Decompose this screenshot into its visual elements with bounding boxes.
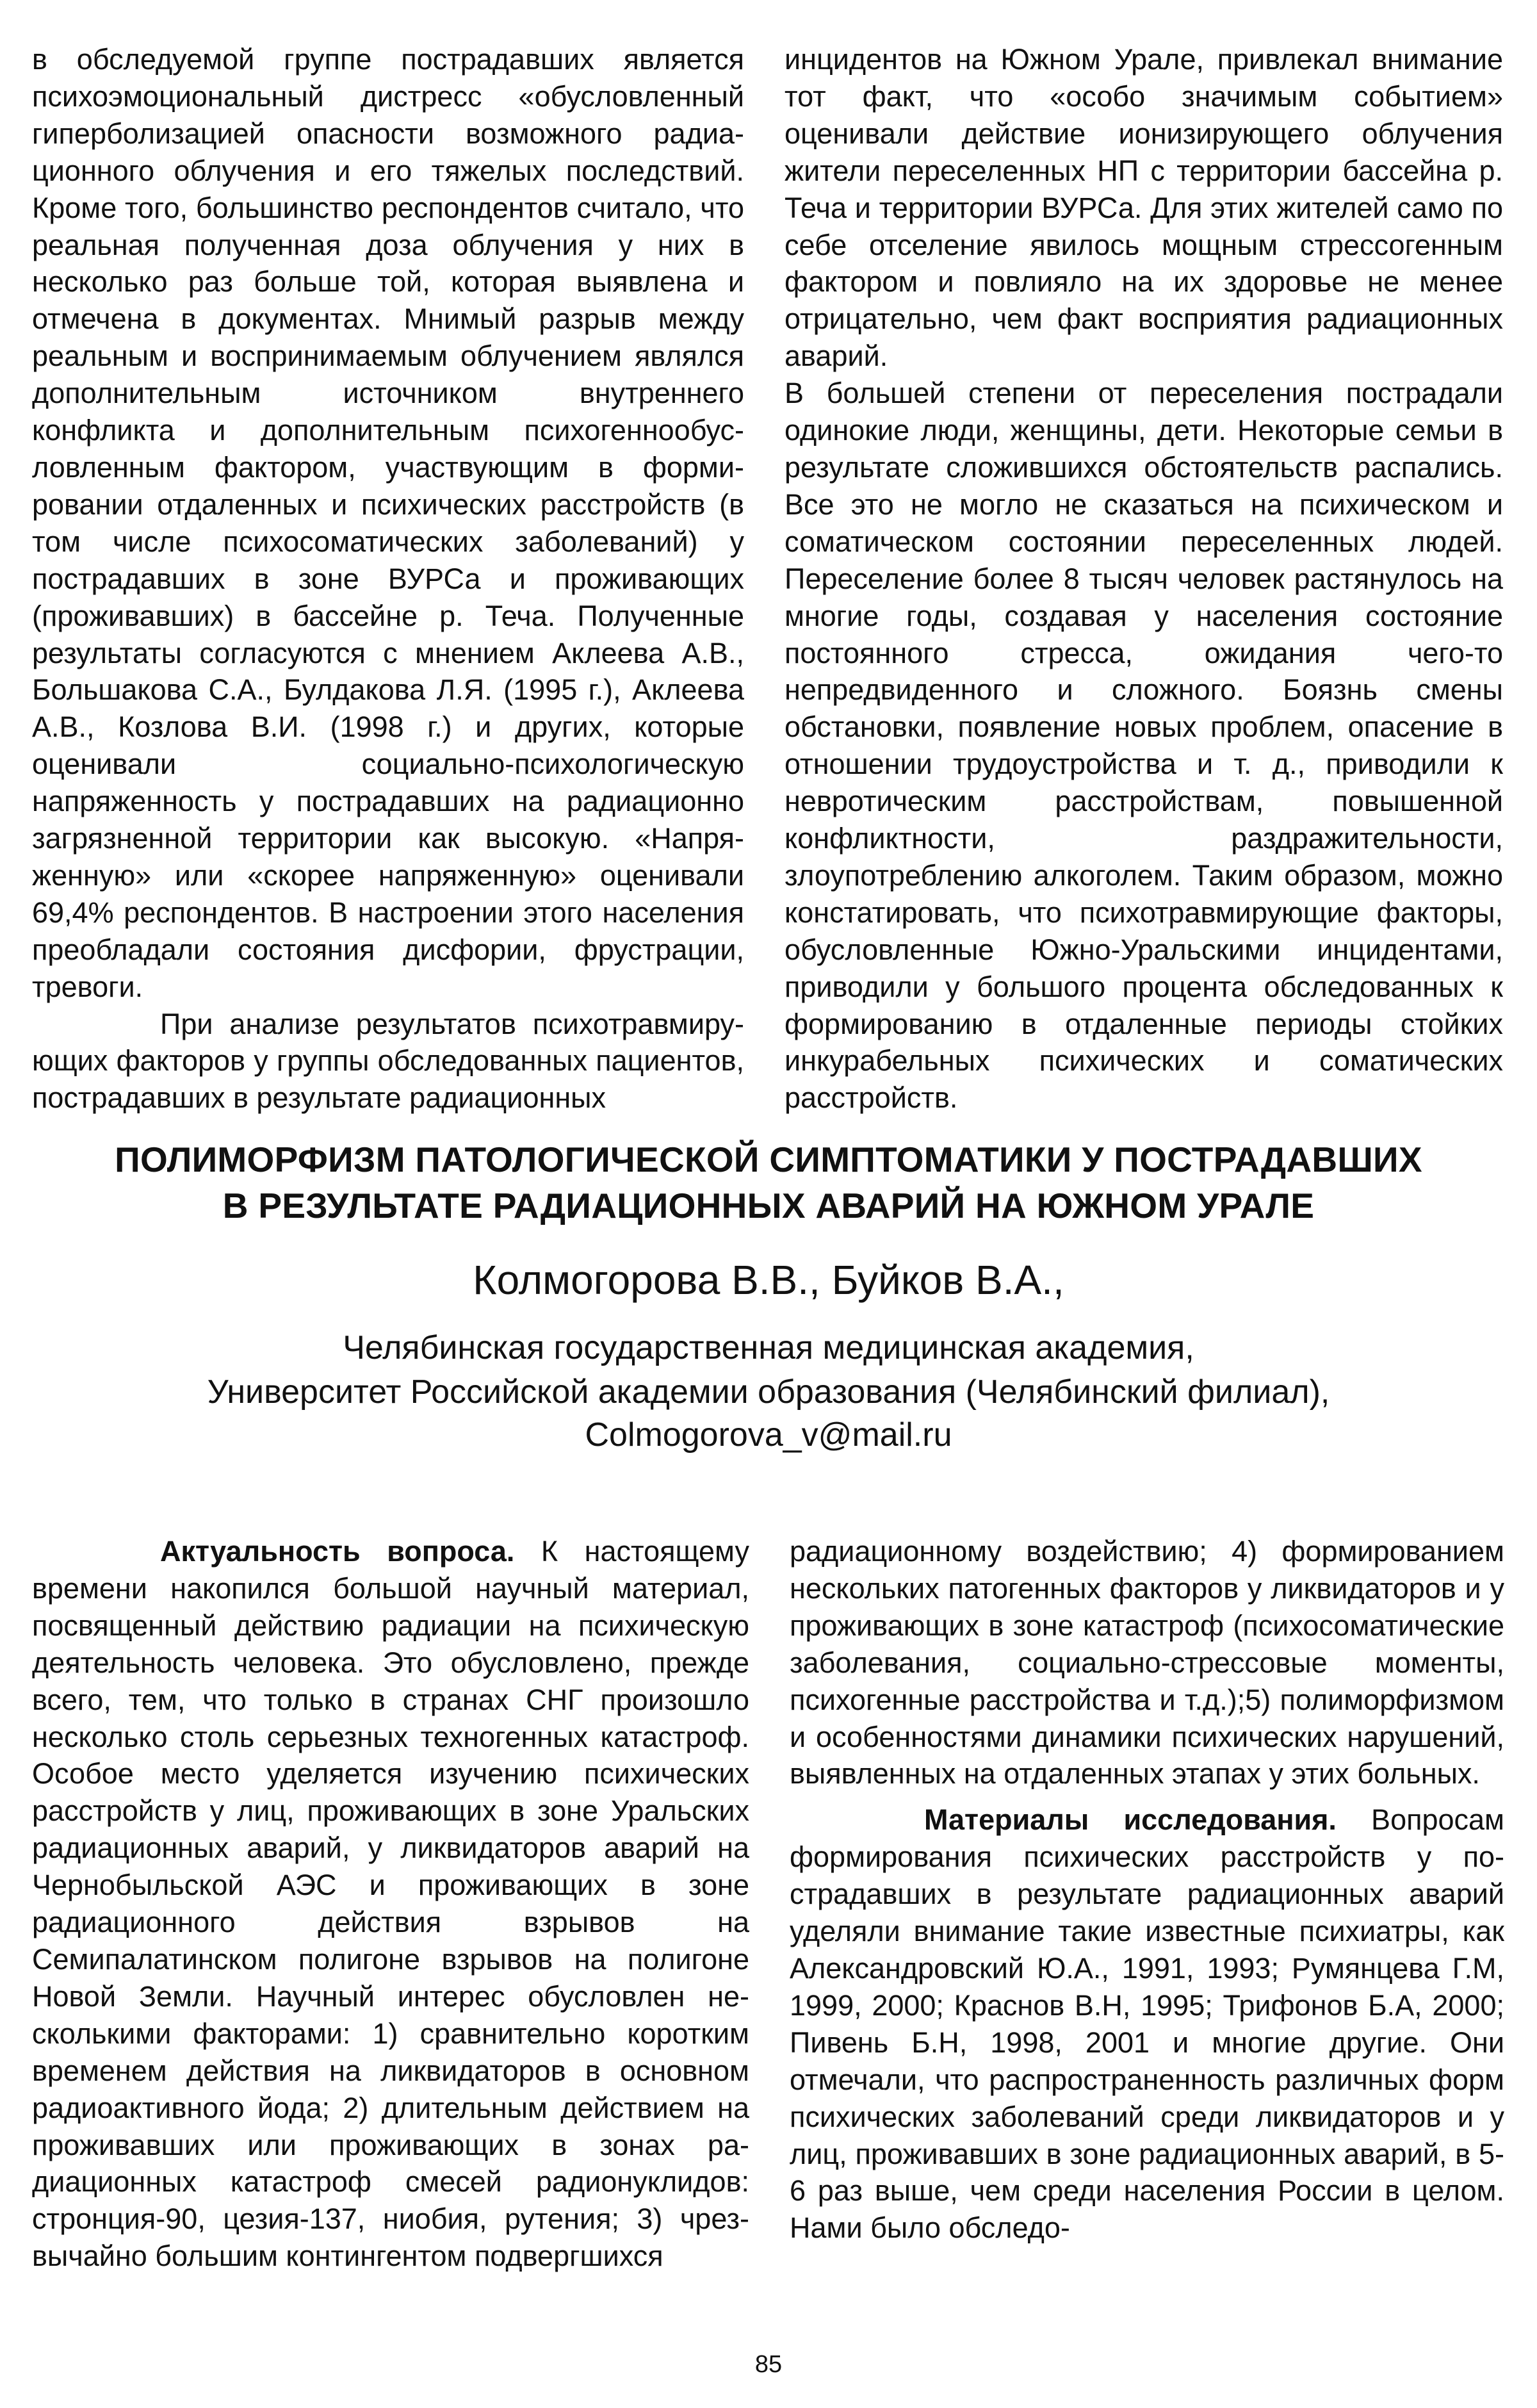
bottom-left-column (32, 1533, 749, 2275)
paragraph (32, 1533, 749, 2275)
paragraph: в обследуемой группе пострадавших является психоэмоциональный дистресс «обусловленный гиперболизацией опасности возможного радиационного облучения и его тяжелых последствий. Кроме того, большинство респондентов считало, что реальная полученная доза облучения у них в несколько раз больше той, которая выявлена и отмечена в документах. Мнимый разрыв между реальным и воспринимаемым облучением являлся дополнительным источником внутреннего конфликта и дополнительным психогеннообусловленным фактором, участвующим в формировании отдаленных и психических расстройств (в том числе психосоматических заболеваний) у пострадавших в зоне ВУРСа и проживающих (проживавших) в бассейне р. Теча. Полученные результаты согласуются с мнением Аклеева А.В., Большакова С.А., Булдакова Л.Я. (1995 г.), Аклеева А.В., Козлова В.И. (1998 г.) и других, которые оценивали социально-психологическую напряженность у пострадавших на радиационно загрязненной территории как высокую. «Напряженную» или «скорее напряженную» оценивали 69,4% респондентов. В настроении этого населения преобладали состояния дисфории, фрустрации, тревоги. (32, 43, 744, 1003)
article-title-line-2: В РЕЗУЛЬТАТЕ РАДИАЦИОННЫХ АВАРИЙ НА ЮЖНОМ УРАЛЕ (222, 1186, 1315, 1225)
section-heading: Актуальность вопроса. (160, 1535, 515, 1568)
affiliation-line-1: Челябинская государственная медицинская академия, (343, 1329, 1194, 1366)
article-title-line-1: ПОЛИМОРФИЗМ ПАТОЛОГИЧЕСКОЙ СИМПТОМАТИКИ У ПОСТРАДАВШИХ (115, 1140, 1422, 1179)
paragraph: радиационному воздействию; 4) формированием нескольких патогенных факторов у ликвидаторов и у проживающих в зоне катастроф (психосоматические заболевания, социально-стрессовые моменты, психогенные расстройства и т.д.);5) полиморфизмом и особенностями динамики психических нарушений, выявленных на отдаленных этапах у этих больных. (790, 1535, 1504, 1790)
bottom-right-column (790, 1533, 1504, 2247)
top-right-column (785, 41, 1503, 1117)
section-heading: Материалы исследования. (924, 1803, 1337, 1837)
paragraph: инцидентов на Южном Урале, привлекал внимание тот факт, что «особо значимым событием» оценивали действие ионизирующего облучения жители переселенных НП с территории бассейна р. Теча и территории ВУРСа. Для этих жителей само по себе отселение явилось мощным стрессогенным фактором и повлияло на их здоровье не менее отрицательно, чем факт восприятия радиационных аварий. (785, 43, 1503, 373)
paragraph: В большей степени от переселения пострадали одинокие люди, женщины, дети. Некоторые семьи в результате сложившихся обстоятельств распались. Все это не могло не сказаться на психическом и соматическом состоянии переселенных людей. Переселение более 8 тысяч человек растянулось на многие годы, создавая у населения состояние постоянного стресса, ожидания чего-то непредвиденного и сложного. Боязнь смены обстановки, появление новых проблем, опасение в отношении трудоустройства и т. д., приводили к невротическим расстройствам, повышенной конфликтности, раздражительности, злоупотреблению алкоголем. Таким образом, можно констатировать, что психотравмирующие факторы, обусловленные Южно-Уральскими инцидентами, приводили у большого процента обследованных к формированию в отдаленные периоды стойких инкурабельных психических и соматических расстройств. (785, 377, 1503, 1115)
paragraph: При анализе результатов психотравмирующих факторов у группы обследованных пациентов, пострадавших в результате радиационных (32, 1007, 744, 1115)
top-left-column (32, 41, 744, 1117)
author-email: Colmogorova_v@mail.ru (585, 1416, 952, 1454)
paragraph-text: Вопросам формирования психических расстройств у пострадавших в результате радиационных аварий уделяли внимание такие известные психиатры, как Александровский Ю.А., 1991, 1993; Румянцева Г.М, 1999, 2000; Краснов В.Н, 1995; Трифонов Б.А, 2000; Пивень Б.Н, 1998, 2001 и многие другие. Они отмечали, что распространенность различных форм психических заболеваний среди ликвидаторов и у лиц, проживавших в зоне радиационных аварий, в 5-6 раз выше, чем среди населения России в целом. Нами было обследо- (790, 1803, 1504, 2245)
affiliation-line-2: Университет Российской академии образования (Челябинский филиал), (207, 1373, 1330, 1411)
page-number: 85 (754, 2351, 783, 2378)
paragraph-text: К настоящему времени накопился большой научный материал, посвященный действию радиации на психическую деятельность человека. Это обусловлено, прежде всего, тем, что только в странах СНГ произошло несколько столь серьезных техногенных катастроф. Особое место уделяется изучению психических расстройств у лиц, проживающих в зоне Уральских радиационных аварий, у ликвидаторов аварий на Чернобыльской АЭС и проживающих в зоне радиационного действия взрывов на Семипалатинском полигоне взрывов на полигоне Новой Земли. Научный интерес обусловлен несколькими факторами: 1) сравнительно коротким временем действия на ликвидаторов в основном радиоактивного йода; 2) длительным действием на проживавших или проживающих в зонах радиационных катастроф смесей радионуклидов: стронция-90, цезия-137, ниобия, рутения; 3) чрезвычайно большим контингентом подвергшихся (32, 1535, 749, 2273)
paragraph (790, 1801, 1504, 2247)
authors: Колмогорова В.В., Буйков В.А., (473, 1257, 1064, 1303)
